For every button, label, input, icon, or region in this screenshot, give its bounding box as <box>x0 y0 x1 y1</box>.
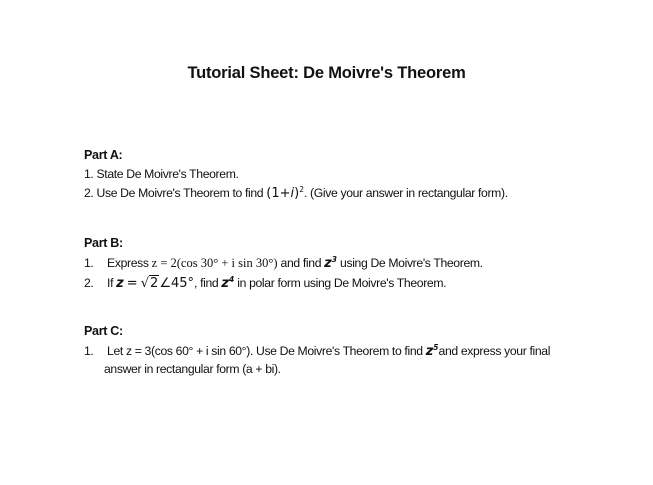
question-text: State De Moivre's Theorem. <box>96 167 239 181</box>
question-text-end: using De Moivre's Theorem. <box>340 256 483 270</box>
radicand: 2 <box>150 276 159 291</box>
math-variable-z-power <box>221 276 234 291</box>
part-a-question-1 <box>84 167 239 181</box>
z-power: 5 <box>433 343 439 352</box>
z-symbol: z <box>425 344 434 359</box>
part-c-heading: Part C: <box>84 324 123 338</box>
math-variable-z <box>324 256 337 271</box>
question-text: Let z = 3(cos 60° + i sin 60°). Use De Moivre's Theorem to find <box>107 344 423 358</box>
square-root-expression <box>141 276 160 291</box>
expr-open: (1 <box>266 186 280 201</box>
z-symbol: z <box>324 256 332 271</box>
expr-power: 2 <box>299 185 304 194</box>
z-power: 3 <box>331 255 337 264</box>
equals-sign: = <box>126 276 138 291</box>
page-title: Tutorial Sheet: De Moivre's Theorem <box>187 64 466 82</box>
part-a-question-2 <box>84 186 508 201</box>
question-number: 1. <box>84 256 94 270</box>
question-number: 1. <box>84 167 94 181</box>
question-text: Use De Moivre's Theorem to find <box>96 186 264 200</box>
z-power: 4 <box>228 275 235 284</box>
question-number: 2. <box>84 186 94 200</box>
math-variable-z: z <box>116 276 124 291</box>
question-text-end: . (Give your answer in rectangular form). <box>303 186 508 200</box>
question-text: If <box>107 276 114 290</box>
question-number: 2. <box>84 276 94 290</box>
question-number: 1. <box>84 344 94 358</box>
question-text: Express <box>107 256 149 270</box>
question-text-end: in polar form using De Moivre's Theorem. <box>237 276 447 290</box>
part-b-heading: Part B: <box>84 236 123 250</box>
sqrt-sign: √ <box>140 276 150 291</box>
part-b-question-2 <box>84 276 446 291</box>
expr-close: ) <box>294 186 300 201</box>
part-c-question-1-continuation: answer in rectangular form (a + bi). <box>104 362 281 376</box>
part-b-question-1 <box>84 256 483 271</box>
angle-value: ∠45° <box>159 276 195 291</box>
z-symbol: z <box>221 276 229 291</box>
expr-i: i <box>290 186 295 201</box>
expr-plus: + <box>279 186 291 201</box>
math-expression: z = 2(cos 30° + i sin 30°) <box>151 256 278 270</box>
question-text-mid: , find <box>194 276 219 290</box>
part-c-question-1 <box>84 344 550 359</box>
question-text-mid: and find <box>280 256 322 270</box>
part-a-heading: Part A: <box>84 148 123 162</box>
math-expression <box>266 186 304 201</box>
question-text-end: and express your final <box>438 344 551 358</box>
math-variable-z-power <box>426 344 439 359</box>
